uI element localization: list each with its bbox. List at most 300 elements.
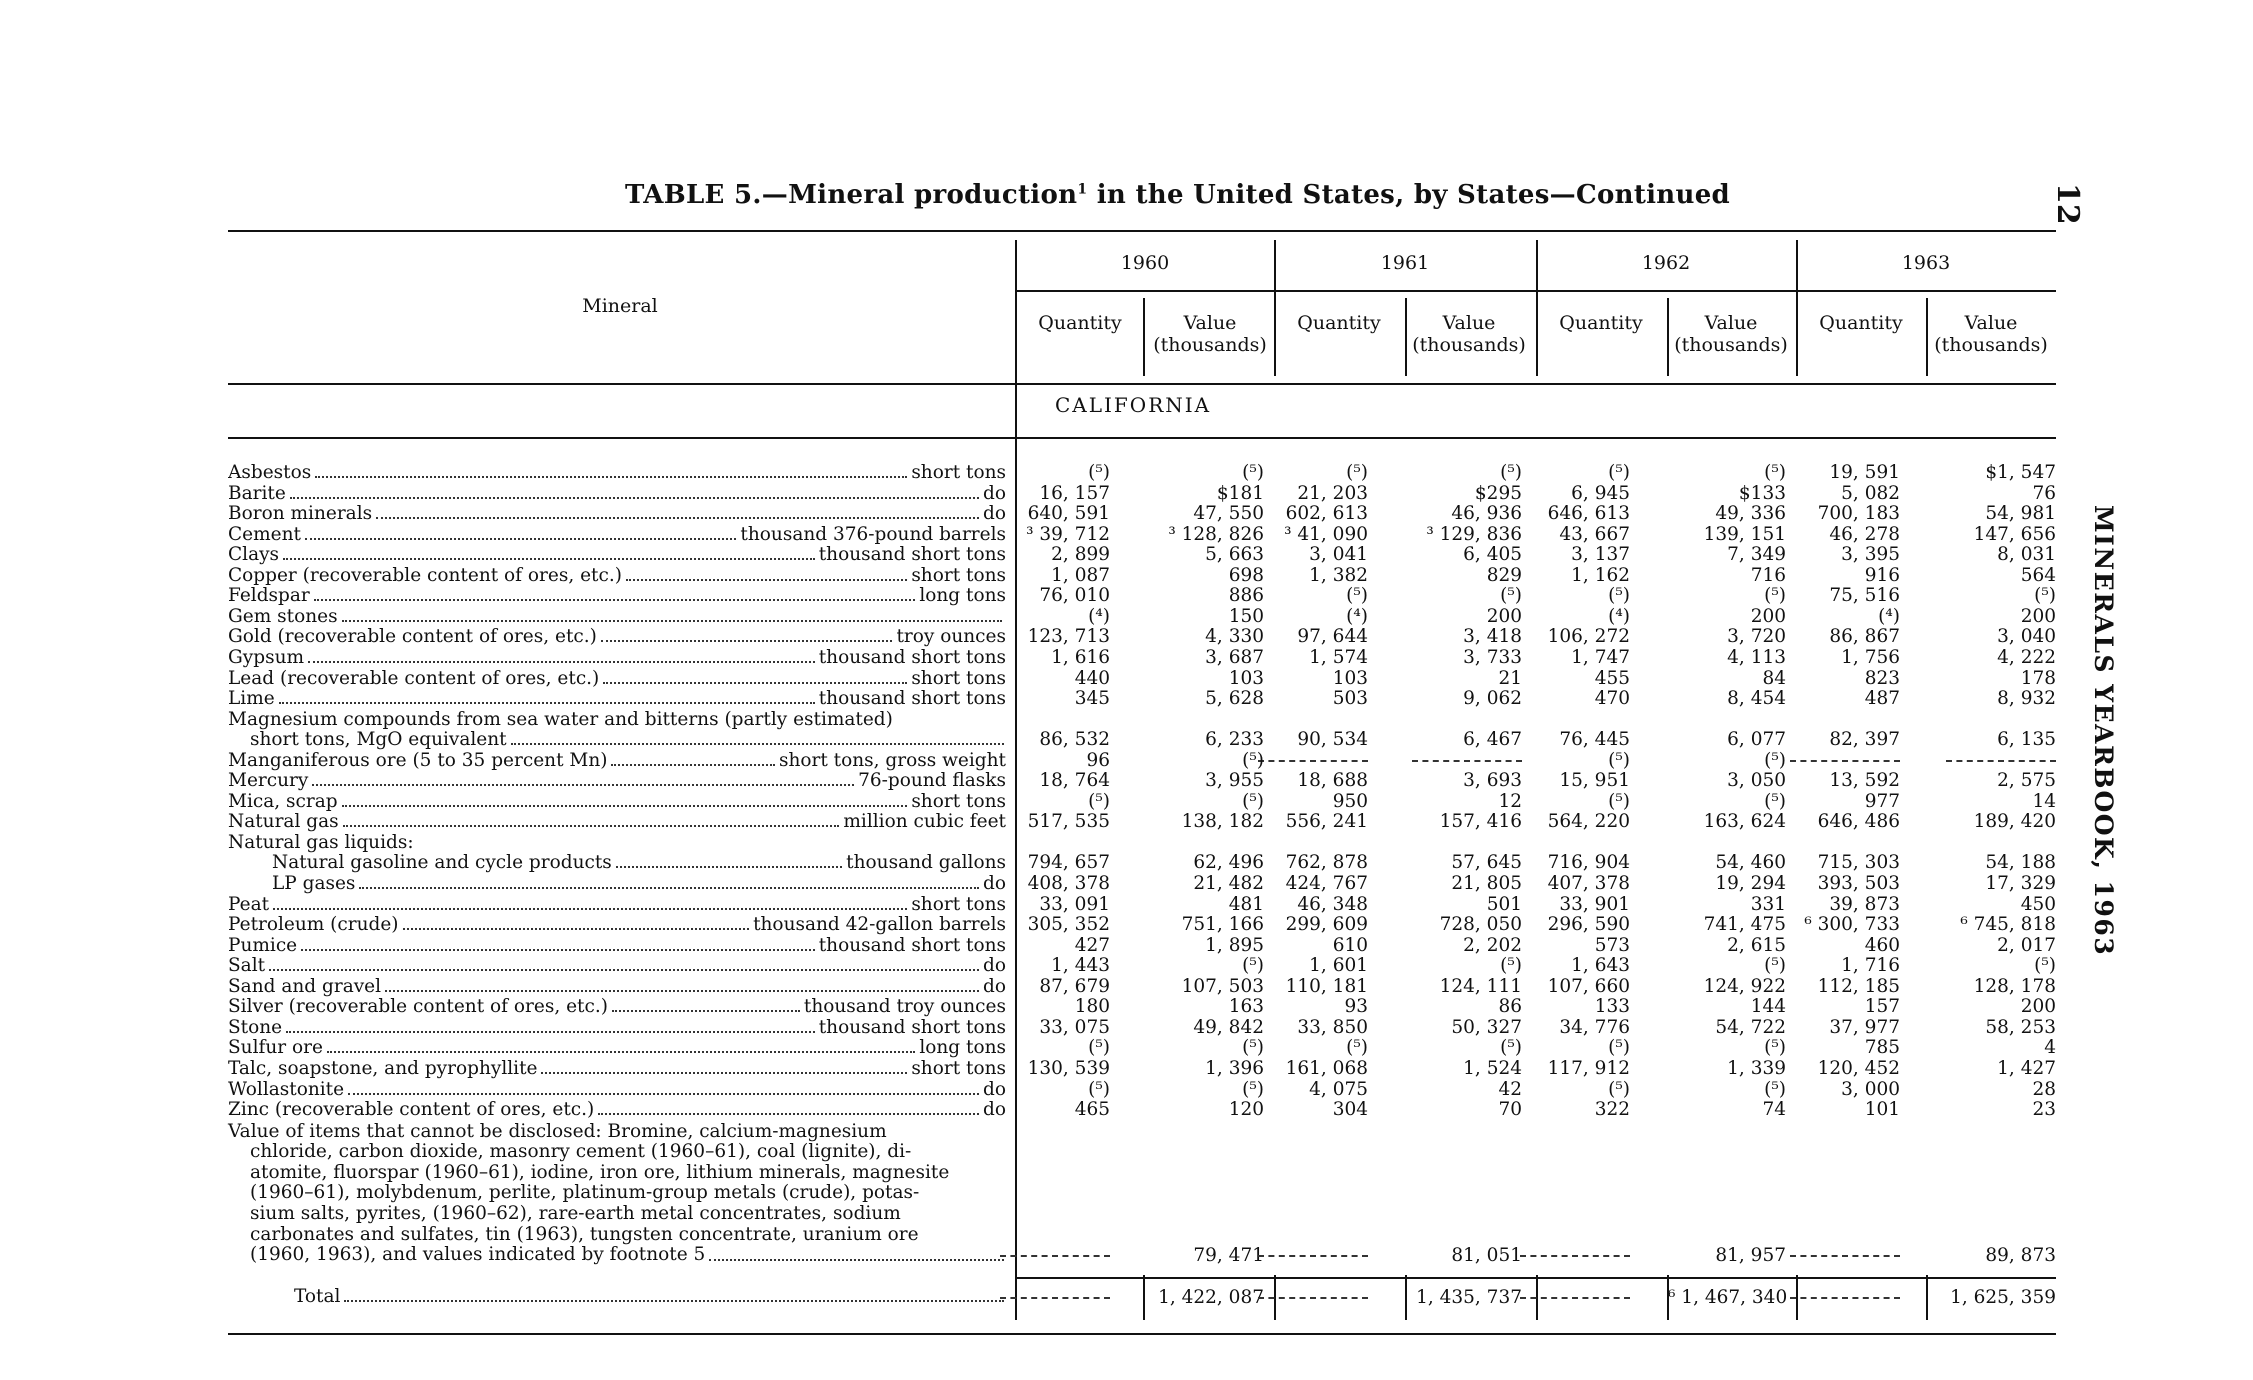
table-cell: 14 — [2032, 790, 2056, 812]
table-cell: 97, 644 — [1297, 626, 1368, 648]
table-cell: (⁵) — [1500, 1037, 1522, 1059]
table-cell: 3, 137 — [1571, 544, 1630, 566]
row-label: Copper (recoverable content of ores, etc.) short tons — [228, 565, 1006, 586]
table-cell: 75, 516 — [1829, 585, 1900, 607]
table-cell: 3, 050 — [1727, 770, 1786, 792]
table-row — [228, 915, 2056, 935]
table-cell: $133 — [1738, 482, 1786, 504]
table-cell: (⁵) — [1764, 585, 1786, 607]
table-row — [228, 484, 2056, 504]
table-cell: 823 — [1864, 667, 1900, 689]
table-cell: 465 — [1074, 1099, 1110, 1121]
table-row — [228, 771, 2056, 791]
table-cell: 564 — [2020, 564, 2056, 586]
table-row — [228, 792, 2056, 812]
table-cell: 460 — [1864, 934, 1900, 956]
table-cell: (⁵) — [1608, 1037, 1630, 1059]
table-cell: (⁵) — [1242, 462, 1264, 483]
table-cell: 101 — [1864, 1099, 1900, 1121]
table-cell: 977 — [1864, 790, 1900, 812]
table-cell: 19, 294 — [1715, 873, 1786, 894]
row-label: Asbestos short tons — [228, 463, 1006, 483]
table-cell: 57, 645 — [1451, 852, 1522, 874]
table-cell: 47, 550 — [1193, 503, 1264, 525]
table-cell: (⁵) — [1346, 1037, 1368, 1059]
row-label: Clays thousand short tons — [228, 545, 1006, 566]
row-label: Pumice thousand short tons — [228, 935, 1006, 956]
table-cell: 17, 329 — [1985, 873, 2056, 894]
table-cell: 610 — [1332, 934, 1368, 956]
table-cell: 82, 397 — [1829, 729, 1900, 751]
table-cell: (⁵) — [1764, 462, 1786, 483]
running-head: MINERALS YEARBOOK, 1963 — [2089, 505, 2118, 957]
table-cell: 1, 382 — [1309, 564, 1368, 586]
table-row — [228, 874, 2056, 894]
table-cell: 4, 330 — [1205, 626, 1264, 648]
table-cell: 829 — [1486, 564, 1522, 586]
table-cell: 304 — [1332, 1099, 1368, 1121]
table-cell: 728, 050 — [1439, 914, 1522, 936]
table-cell: 89, 873 — [1985, 1245, 2056, 1267]
table-cell: 54, 460 — [1715, 852, 1786, 874]
row-label: Total — [228, 1287, 1008, 1307]
section-rule — [228, 437, 2056, 439]
table-cell: (⁵) — [1500, 955, 1522, 977]
table-cell: 408, 378 — [1027, 873, 1110, 894]
table-row — [228, 895, 2056, 915]
table-cell: (⁵) — [1242, 955, 1264, 977]
table-cell: (⁴) — [1878, 605, 1900, 627]
table-cell: 646, 486 — [1817, 811, 1900, 833]
table-cell: 450 — [2020, 893, 2056, 915]
row-label: Silver (recoverable content of ores, etc.) thousand troy ounces — [228, 997, 1006, 1018]
row-label: Gypsum thousand short tons — [228, 647, 1006, 668]
table-cell: (⁴) — [1608, 605, 1630, 627]
table-row — [228, 607, 2056, 627]
table-cell: 28 — [2032, 1078, 2056, 1100]
table-cell: 345 — [1074, 688, 1110, 710]
blank-dash — [1258, 1255, 1368, 1257]
row-label: Boron minerals do — [228, 504, 1006, 525]
table-cell: 698 — [1228, 564, 1264, 586]
table-row — [228, 1080, 2056, 1100]
table-cell: 517, 535 — [1027, 811, 1110, 833]
row-label: Magnesium compounds from sea water and bitterns (partly estimated) — [228, 709, 893, 730]
table-cell: 4, 075 — [1309, 1078, 1368, 1100]
table-cell: 74 — [1762, 1099, 1786, 1121]
blank-dash — [1520, 1297, 1630, 1299]
year-header: 1963 — [1901, 252, 1951, 274]
table-cell: 2, 615 — [1727, 934, 1786, 956]
table-cell: 161, 068 — [1285, 1057, 1368, 1079]
table-cell: 157 — [1864, 996, 1900, 1018]
blank-dash — [1520, 1255, 1630, 1257]
table-cell: 1, 396 — [1205, 1057, 1264, 1079]
table-cell: (⁵) — [1088, 1037, 1110, 1059]
table-cell: 93 — [1344, 996, 1368, 1018]
table-row — [228, 545, 2056, 565]
row-label: Talc, soapstone, and pyrophyllite short tons — [228, 1058, 1006, 1079]
table-cell: 15, 951 — [1559, 770, 1630, 792]
table-cell: 133 — [1594, 996, 1630, 1018]
table-cell: (⁵) — [2034, 585, 2056, 607]
row-label: Mica, scrap short tons — [228, 791, 1006, 812]
table-cell: 84 — [1762, 667, 1786, 689]
table-cell: 6, 135 — [1997, 729, 2056, 751]
table-cell: 180 — [1074, 996, 1110, 1018]
table-cell: (⁵) — [1608, 462, 1630, 483]
row-label: Zinc (recoverable content of ores, etc.) do — [228, 1100, 1006, 1121]
table-cell: (⁴) — [1088, 605, 1110, 627]
header-bottom-rule — [228, 383, 2056, 385]
table-cell: 3, 693 — [1463, 770, 1522, 792]
table-cell: 322 — [1594, 1099, 1630, 1121]
row-label: Barite do — [228, 483, 1006, 504]
table-cell: 163, 624 — [1703, 811, 1786, 833]
table-cell: (⁵) — [1608, 1078, 1630, 1100]
table-cell: 49, 336 — [1715, 503, 1786, 525]
table-cell: 6, 945 — [1571, 482, 1630, 504]
table-row — [228, 956, 2056, 976]
page-number: 12 — [2050, 183, 2085, 225]
table-cell: 76, 445 — [1559, 729, 1630, 751]
table-cell: 34, 776 — [1559, 1016, 1630, 1038]
table-cell: 120 — [1228, 1099, 1264, 1121]
table-cell: (⁵) — [1500, 585, 1522, 607]
table-cell: 117, 912 — [1547, 1057, 1630, 1079]
table-cell: 150 — [1228, 605, 1264, 627]
table-cell: 54, 981 — [1985, 503, 2056, 525]
table-cell: 49, 842 — [1193, 1016, 1264, 1038]
table-cell: 455 — [1594, 667, 1630, 689]
table-title: TABLE 5.—Mineral production$^1$ in the United States, by States—Continued — [625, 180, 1731, 210]
table-row — [228, 1038, 2056, 1058]
table-cell: $181 — [1216, 482, 1264, 504]
table-cell: 87, 679 — [1039, 975, 1110, 997]
table-cell: 107, 503 — [1181, 975, 1264, 997]
quantity-header: Quantity — [1038, 312, 1122, 334]
table-cell: 715, 303 — [1817, 852, 1900, 874]
total-cell: ⁶ 1, 467, 340 — [1668, 1287, 1788, 1308]
table-cell: 178 — [2020, 667, 2056, 689]
table-cell: $1, 547 — [1985, 462, 2056, 483]
header-top-rule — [228, 230, 2056, 232]
table-cell: (⁵) — [1608, 749, 1630, 771]
table-cell: 950 — [1332, 790, 1368, 812]
table-cell: 54, 188 — [1985, 852, 2056, 874]
table-cell: (⁵) — [1346, 462, 1368, 483]
table-cell: 3, 395 — [1841, 544, 1900, 566]
year-header: 1961 — [1380, 252, 1430, 274]
table-row — [228, 463, 2056, 483]
table-row — [228, 648, 2056, 668]
row-label: Gold (recoverable content of ores, etc.) troy ounces — [228, 627, 1006, 648]
table-row — [228, 812, 2056, 832]
table-cell: 33, 850 — [1297, 1016, 1368, 1038]
table-cell: 299, 609 — [1285, 914, 1368, 936]
table-cell: 5, 628 — [1205, 688, 1264, 710]
table-cell: 440 — [1074, 667, 1110, 689]
table-cell: 640, 591 — [1027, 503, 1110, 525]
table-cell: 21, 203 — [1297, 482, 1368, 504]
table-cell: 3, 720 — [1727, 626, 1786, 648]
table-cell: 130, 539 — [1027, 1057, 1110, 1079]
table-cell: ³ 41, 090 — [1284, 523, 1368, 545]
blank-dash — [1790, 1255, 1900, 1257]
table-cell: 147, 656 — [1973, 523, 2056, 545]
table-cell: 1, 716 — [1841, 955, 1900, 977]
total-cell: 1, 435, 737 — [1416, 1287, 1522, 1308]
table-cell: 8, 031 — [1997, 544, 2056, 566]
table-row — [228, 504, 2056, 524]
table-cell: 103 — [1332, 667, 1368, 689]
undisclosed-note: Value of items that cannot be disclosed: Bromine, calcium-magnesium chloride, carbon dioxide, masonry cement (1960–61), coal (lignite), di- atomite, fluorspar (1960–61), iodine, iron ore, lithium minerals, magnesite (1960–61), molybdenum, perlite, platinum-group metals (crude), potas- sium salts, pyrites, (1960–62), rare-earth metal concentrates, sodium carbonates and sulfates, tin (1963), tungsten concentrate, uranium ore (1960, 1963), and values indicated by footnote 5 — [228, 1122, 1008, 1266]
table-cell: 916 — [1864, 564, 1900, 586]
year-header: 1962 — [1641, 252, 1691, 274]
table-cell: 33, 091 — [1039, 893, 1110, 915]
table-cell: (⁵) — [1500, 462, 1522, 483]
table-row — [228, 525, 2056, 545]
table-cell: 487 — [1864, 688, 1900, 710]
table-cell: 1, 601 — [1309, 955, 1368, 977]
table-cell: 200 — [1750, 605, 1786, 627]
table-cell: 200 — [2020, 996, 2056, 1018]
quantity-header: Quantity — [1819, 312, 1903, 334]
table-cell: 751, 166 — [1181, 914, 1264, 936]
table-cell: 128, 178 — [1973, 975, 2056, 997]
table-cell: 86, 532 — [1039, 729, 1110, 751]
table-cell: (⁵) — [1242, 1037, 1264, 1059]
table-cell: (⁵) — [1764, 1037, 1786, 1059]
table-cell: 5, 082 — [1841, 482, 1900, 504]
table-cell: 407, 378 — [1547, 873, 1630, 894]
table-cell: 4, 113 — [1727, 646, 1786, 668]
table-cell: 19, 591 — [1829, 462, 1900, 483]
table-cell: 76 — [2032, 482, 2056, 504]
table-cell: 3, 733 — [1463, 646, 1522, 668]
table-cell: 573 — [1594, 934, 1630, 956]
table-cell: 163 — [1228, 996, 1264, 1018]
section-heading: CALIFORNIA — [1055, 393, 1212, 417]
table-cell: 189, 420 — [1973, 811, 2056, 833]
table-cell: 43, 667 — [1559, 523, 1630, 545]
table-cell: 3, 041 — [1309, 544, 1368, 566]
table-cell: ³ 128, 826 — [1168, 523, 1264, 545]
table-cell: 39, 873 — [1829, 893, 1900, 915]
table-cell: 86, 867 — [1829, 626, 1900, 648]
table-cell: 124, 111 — [1439, 975, 1522, 997]
table-cell: 1, 574 — [1309, 646, 1368, 668]
row-label: Peat short tons — [228, 894, 1006, 915]
table-cell: 1, 895 — [1205, 934, 1264, 956]
table-cell: (⁵) — [1764, 790, 1786, 812]
table-cell: 79, 471 — [1193, 1245, 1264, 1267]
value-header: Value (thousands) — [1934, 312, 2048, 356]
table-cell: 123, 713 — [1027, 626, 1110, 648]
row-label: Gem stones — [228, 607, 1008, 627]
table-cell: 1, 443 — [1051, 955, 1110, 977]
table-cell: 81, 957 — [1715, 1245, 1786, 1267]
table-cell: 120, 452 — [1817, 1057, 1900, 1079]
row-label: Cement thousand 376-pound barrels — [228, 524, 1006, 545]
mineral-header: Mineral — [582, 295, 658, 317]
table-cell: (⁵) — [1346, 585, 1368, 607]
row-label: Lead (recoverable content of ores, etc.) short tons — [228, 668, 1006, 689]
table-cell: 6, 467 — [1463, 729, 1522, 751]
table-row — [228, 853, 2056, 873]
table-cell: 81, 051 — [1451, 1245, 1522, 1267]
total-cell: 1, 625, 359 — [1950, 1287, 2056, 1308]
table-cell: 76, 010 — [1039, 585, 1110, 607]
table-cell: 716, 904 — [1547, 852, 1630, 874]
table-cell: 1, 616 — [1051, 646, 1110, 668]
table-cell: 46, 348 — [1297, 893, 1368, 915]
table-cell: 50, 327 — [1451, 1016, 1522, 1038]
table-cell: 305, 352 — [1027, 914, 1110, 936]
table-cell: 21, 482 — [1193, 873, 1264, 894]
table-cell: ⁶ 745, 818 — [1960, 914, 2056, 936]
table-row — [228, 566, 2056, 586]
table-row — [228, 710, 2056, 730]
table-cell: 139, 151 — [1703, 523, 1786, 545]
table-cell: 4, 222 — [1997, 646, 2056, 668]
blank-dash — [1000, 1297, 1110, 1299]
table-row — [228, 689, 2056, 709]
row-label: Sulfur ore long tons — [228, 1038, 1006, 1059]
table-cell: 470 — [1594, 688, 1630, 710]
table-cell: 90, 534 — [1297, 729, 1368, 751]
table-cell: 393, 503 — [1817, 873, 1900, 894]
table-cell: 2, 017 — [1997, 934, 2056, 956]
table-row — [228, 627, 2056, 647]
table-cell: 602, 613 — [1285, 503, 1368, 525]
table-row — [228, 997, 2056, 1017]
table-row — [228, 936, 2056, 956]
table-cell: 556, 241 — [1285, 811, 1368, 833]
table-cell: 716 — [1750, 564, 1786, 586]
table-cell: 6, 077 — [1727, 729, 1786, 751]
table-cell: 503 — [1332, 688, 1368, 710]
row-label: Mercury 76-pound flasks — [228, 771, 1006, 792]
table-cell: 21 — [1498, 667, 1522, 689]
table-cell: 1, 162 — [1571, 564, 1630, 586]
table-cell: 16, 157 — [1039, 482, 1110, 504]
table-cell: 741, 475 — [1703, 914, 1786, 936]
table-cell: 200 — [2020, 605, 2056, 627]
row-label: Wollastonite do — [228, 1079, 1006, 1100]
value-header: Value (thousands) — [1153, 312, 1267, 356]
table-cell: 13, 592 — [1829, 770, 1900, 792]
table-row — [228, 1018, 2056, 1038]
table-cell: (⁵) — [1088, 462, 1110, 483]
table-cell: 1, 427 — [1997, 1057, 2056, 1079]
table-cell: 112, 185 — [1817, 975, 1900, 997]
blank-dash — [1258, 1297, 1368, 1299]
table-row — [228, 1100, 2056, 1120]
table-cell: (⁵) — [1764, 1078, 1786, 1100]
table-cell: 481 — [1228, 893, 1264, 915]
table-cell: (⁴) — [1346, 605, 1368, 627]
table-cell: 1, 339 — [1727, 1057, 1786, 1079]
table-cell: ³ 39, 712 — [1026, 523, 1110, 545]
table-cell: 5, 663 — [1205, 544, 1264, 566]
table-cell: 54, 722 — [1715, 1016, 1786, 1038]
table-cell: (⁵) — [1242, 1078, 1264, 1100]
row-label: Sand and gravel do — [228, 976, 1006, 997]
table-cell: 144 — [1750, 996, 1786, 1018]
table-cell: 762, 878 — [1285, 852, 1368, 874]
table-cell: 106, 272 — [1547, 626, 1630, 648]
table-cell: $295 — [1474, 482, 1522, 504]
table-cell: 1, 747 — [1571, 646, 1630, 668]
row-label: Feldspar long tons — [228, 586, 1006, 607]
table-row — [228, 586, 2056, 606]
row-label: Natural gas million cubic feet — [228, 812, 1006, 833]
table-row — [228, 1059, 2056, 1079]
table-cell: (⁵) — [2034, 955, 2056, 977]
table-cell: 86 — [1498, 996, 1522, 1018]
table-cell: 96 — [1086, 749, 1110, 771]
row-label: Stone thousand short tons — [228, 1017, 1006, 1038]
table-cell: 12 — [1498, 790, 1522, 812]
table-cell: 6, 233 — [1205, 729, 1264, 751]
table-cell: 58, 253 — [1985, 1016, 2056, 1038]
table-cell: (⁵) — [1242, 749, 1264, 771]
table-cell: 501 — [1486, 893, 1522, 915]
row-label: Lime thousand short tons — [228, 689, 1006, 710]
table-row — [228, 669, 2056, 689]
table-cell: 296, 590 — [1547, 914, 1630, 936]
table-cell: 70 — [1498, 1099, 1522, 1121]
table-cell: 424, 767 — [1285, 873, 1368, 894]
table-row — [228, 977, 2056, 997]
table-cell: 8, 454 — [1727, 688, 1786, 710]
table-cell: 785 — [1864, 1037, 1900, 1059]
table-cell: 700, 183 — [1817, 503, 1900, 525]
table-row — [228, 751, 2056, 771]
table-cell: ⁶ 300, 733 — [1804, 914, 1900, 936]
table-cell: 18, 688 — [1297, 770, 1368, 792]
table-cell: 200 — [1486, 605, 1522, 627]
table-cell: 794, 657 — [1027, 852, 1110, 874]
table-cell: 427 — [1074, 934, 1110, 956]
table-cell: 110, 181 — [1285, 975, 1368, 997]
table-cell: (⁵) — [1088, 1078, 1110, 1100]
table-cell: 157, 416 — [1439, 811, 1522, 833]
row-label: Natural gas liquids: — [228, 831, 414, 853]
table-cell: 8, 932 — [1997, 688, 2056, 710]
row-label: Natural gasoline and cycle products thousand gallons — [272, 853, 1006, 874]
blank-dash — [1790, 1297, 1900, 1299]
total-cell: 1, 422, 087 — [1158, 1287, 1264, 1308]
table-cell: 1, 643 — [1571, 955, 1630, 977]
table-cell: 331 — [1750, 893, 1786, 915]
table-cell: 46, 936 — [1451, 503, 1522, 525]
table-row — [228, 833, 414, 853]
bottom-rule — [228, 1333, 2056, 1335]
value-header: Value (thousands) — [1412, 312, 1526, 356]
table-cell: 9, 062 — [1463, 688, 1522, 710]
year-header: 1960 — [1120, 252, 1170, 274]
table-cell: 3, 000 — [1841, 1078, 1900, 1100]
table-cell: 3, 040 — [1997, 626, 2056, 648]
table-cell: (⁵) — [1608, 790, 1630, 812]
table-cell: 107, 660 — [1547, 975, 1630, 997]
table-cell: (⁵) — [1242, 790, 1264, 812]
table-cell: 33, 075 — [1039, 1016, 1110, 1038]
table-cell: 886 — [1228, 585, 1264, 607]
table-cell: (⁵) — [1088, 790, 1110, 812]
